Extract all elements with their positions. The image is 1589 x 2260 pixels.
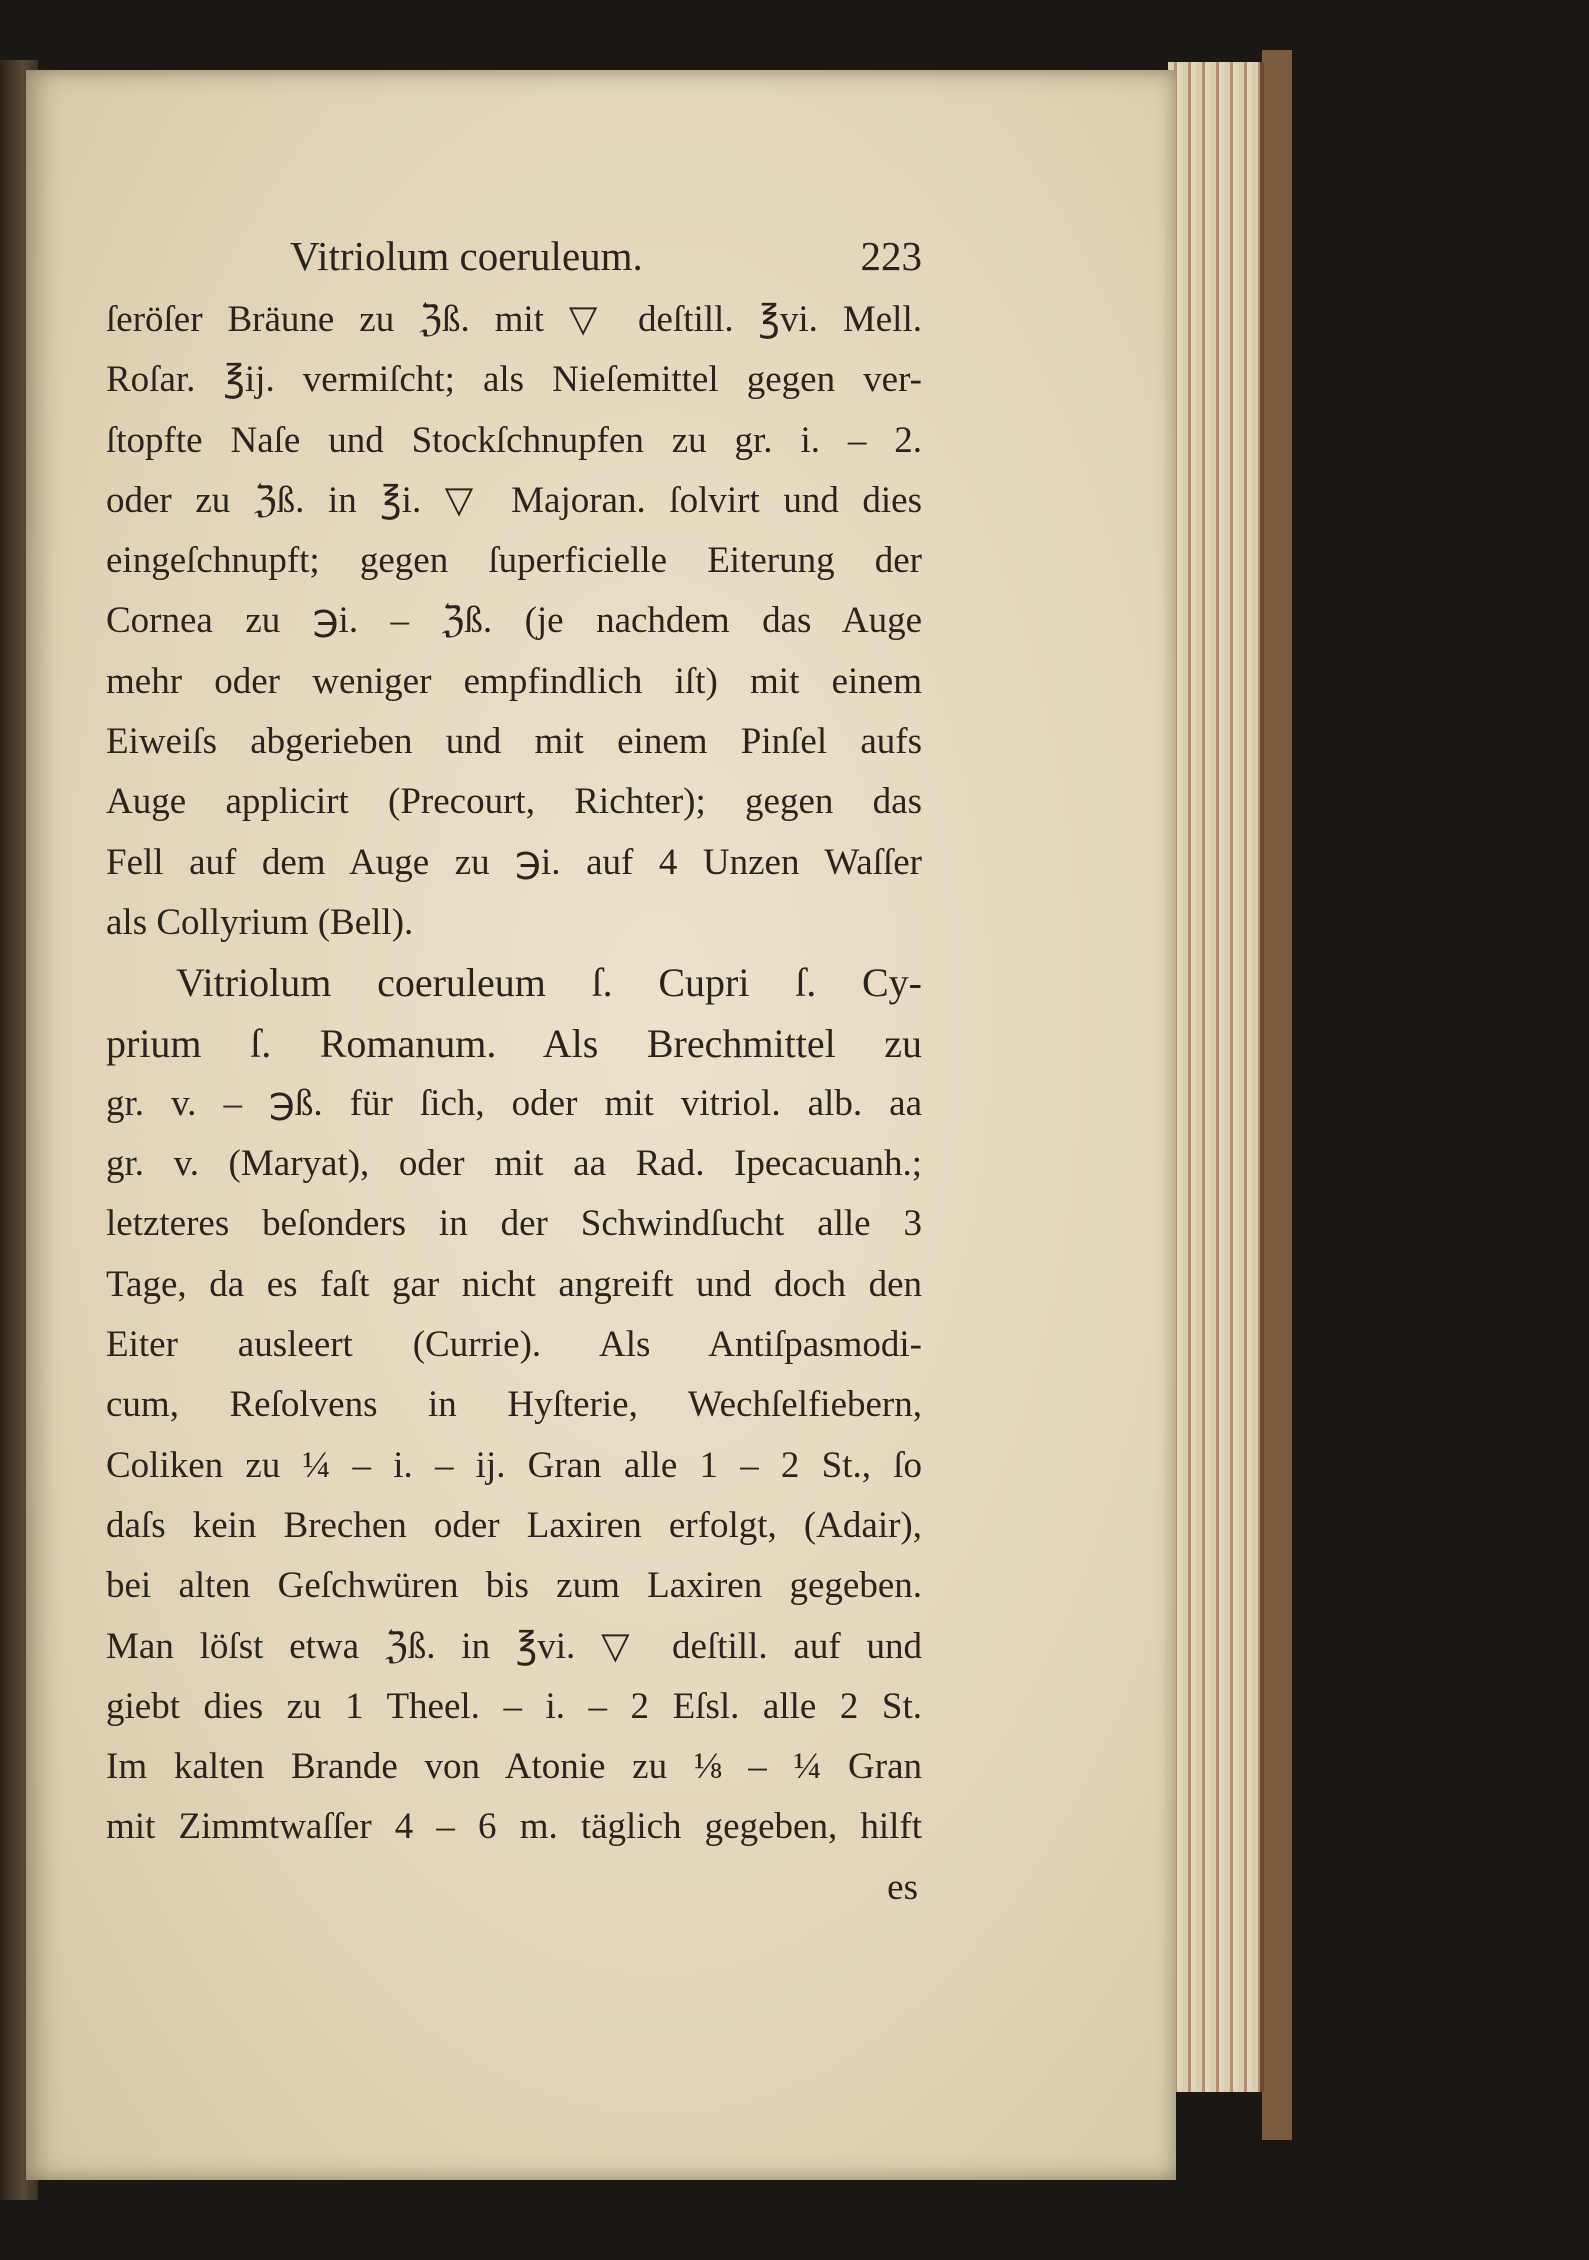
text-line: Eiter ausleert (Currie). Als Antiſpasmodi- — [106, 1324, 922, 1366]
text-line: ſtopfte Naſe und Stockſchnupfen zu gr. i. – 2. — [106, 419, 922, 461]
text-line: gr. v. (Maryat), oder mit aa Rad. Ipecacuanh.; — [106, 1143, 922, 1185]
book-cover-edge — [1262, 50, 1292, 2140]
text-line: mit Zimmtwaſſer 4 – 6 m. täglich gegeben, hilft — [106, 1806, 922, 1848]
text-line: daſs kein Brechen oder Laxiren erfolgt, (Adair), — [106, 1504, 922, 1546]
running-title: Vitriolum coeruleum. — [290, 233, 643, 279]
text-line: Fell auf dem Auge zu ℈i. auf 4 Unzen Waſſer — [106, 841, 922, 883]
page-stack-edges — [1168, 62, 1264, 2092]
text-line: gr. v. – ℈ß. für ſich, oder mit vitriol. alb. aa — [106, 1082, 922, 1124]
text-line: ſeröſer Bräune zu ℨß. mit ▽ deſtill. ℥vi. Mell. — [106, 299, 922, 340]
text-line: prium ſ. Romanum. Als Brechmittel zu — [106, 1020, 922, 1066]
text-line: Auge applicirt (Precourt, Richter); gegen das — [106, 781, 922, 823]
text-line: Im kalten Brande von Atonie zu ⅛ – ¼ Gran — [106, 1746, 922, 1788]
text-line: Roſar. ℥ij. vermiſcht; als Nieſemittel gegen ver- — [106, 359, 922, 401]
running-head — [106, 232, 922, 290]
text-line: mehr oder weniger empfindlich iſt) mit einem — [106, 660, 922, 702]
text-line: Eiweiſs abgerieben und mit einem Pinſel aufs — [106, 721, 922, 763]
text-line: eingeſchnupft; gegen ſuperficielle Eiterung der — [106, 540, 922, 582]
text-line: Tage, da es faſt gar nicht angreift und doch den — [106, 1263, 922, 1305]
text-line: bei alten Geſchwüren bis zum Laxiren gegeben. — [106, 1565, 922, 1607]
catchword: es — [887, 1866, 918, 1908]
text-line: als Collyrium (Bell). — [106, 901, 414, 943]
text-line: cum, Reſolvens in Hyſterie, Wechſelfiebern, — [106, 1384, 922, 1426]
page-text — [106, 232, 922, 1918]
page-number: 223 — [860, 233, 922, 279]
text-line: Coliken zu ¼ – i. – ij. Gran alle 1 – 2 St., ſo — [106, 1444, 922, 1486]
entry-heading-line: Vitriolum coeruleum ſ. Cupri ſ. Cy- — [176, 960, 922, 1006]
text-line: letzteres beſonders in der Schwindſucht alle 3 — [106, 1203, 922, 1245]
text-line: giebt dies zu 1 Theel. – i. – 2 Eſsl. alle 2 St. — [106, 1685, 922, 1727]
text-line: oder zu ℨß. in ℥i. ▽ Majoran. ſolvirt und dies — [106, 479, 922, 521]
text-line: Man löſst etwa ℨß. in ℥vi. ▽ deſtill. auf und — [106, 1625, 922, 1667]
text-line: Cornea zu ℈i. – ℨß. (je nachdem das Auge — [106, 600, 922, 642]
